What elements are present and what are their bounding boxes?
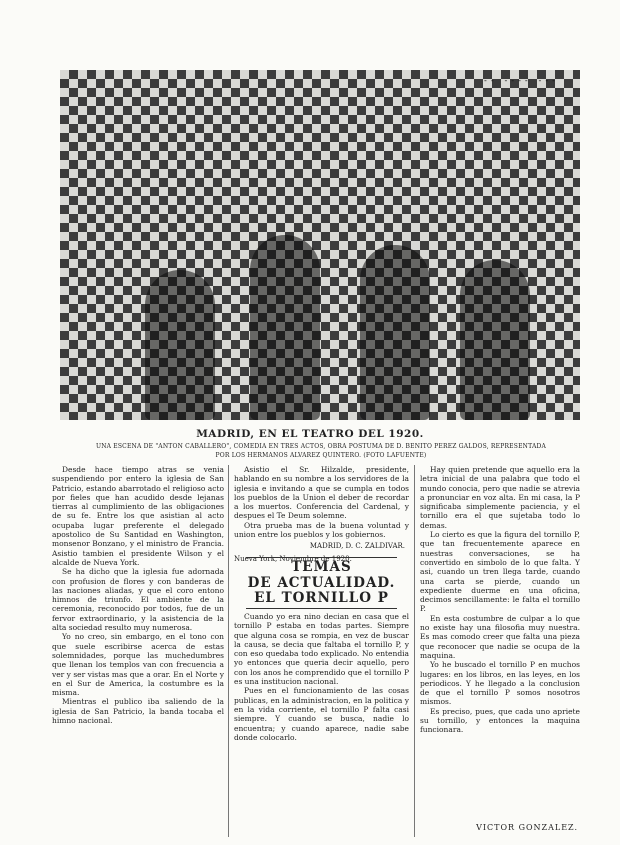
signature-place: MADRID, D. C. ZALDIVAR. [309,542,405,551]
paragraph: Se ha dicho que la iglesia fue adornada con profusion de flores y con banderas de las naciones aliadas, y que el coro entono himnos de triunfo. El ambiente de la ceremonia, reconocido por todos, fue de un fervor extraordinario, y la asistencia de la alta sociedad resulto muy numerosa. [52,567,224,633]
photo-figure [360,245,430,420]
photo-title: MADRID, EN EL TEATRO DEL 1920. [196,428,424,440]
article-column-2-bottom [234,612,409,840]
paragraph: Hay quien pretende que aquello era la letra inicial de una palabra que todo el mundo conocia, pero que nadie se atrevia a pronunciar en voz alta. En mi casa, la P significaba simplemente paciencia, y el tornillo era el que sujetaba todo lo demas. [420,465,580,530]
paragraph: Otra prueba mas de la buena voluntad y union entre los pueblos y los gobiernos. [234,520,409,540]
article-column-3 [420,465,580,823]
photo-stamp: -- ---- --- [483,76,558,85]
paragraph: Mientras el publico iba saliendo de la iglesia de San Patricio, la banda tocaba el himno nacional. [52,697,224,726]
column-divider [228,465,229,837]
signature-date: Nueva York, Noviembre de 1920. [234,554,352,563]
headline-line: EL TORNILLO P [254,590,389,606]
paragraph: Yo he buscado el tornillo P en muchos lugares: en los libros, en las leyes, en los periodicos. Y he llegado a la conclusion de que el tornillo P somos nosotros mismos. [420,660,580,707]
photo-figure [250,235,320,420]
stage-photograph [60,70,580,420]
paragraph: Desde hace tiempo atras se venia suspendiendo por entero la iglesia de San Patricio, estando abarrotado el religioso acto por fieles que han acudido desde lejanas tierras al cumplimiento de las obligaciones de su fe. Entre los que asistian al acto ocupaba lugar preferente el delegado apostolico de Su Santidad en Washington, monsenor Bonzano, y el ministro de Francia. Asistio tambien el presidente Wilson y el alcalde de Nueva York. [52,465,224,567]
article-headline [234,560,409,607]
paragraph: Es preciso, pues, que cada uno apriete su tornillo, y entonces la maquina funcionara. [420,706,580,735]
headline-line: DE ACTUALIDAD. [247,574,396,591]
headline-rule [246,608,397,609]
photo-caption-line: UNA ESCENA DE "ANTON CABALLERO", COMEDIA EN TRES ACTOS, OBRA POSTUMA DE D. BENITO PEREZ GALDOS, REPRESENTADA [95,443,547,450]
paragraph: Cuando yo era nino decian en casa que el tornillo P estaba en todas partes. Siempre que alguna cosa se rompia, en vez de buscar la causa, se decia que faltaba el tornillo P, y con eso quedaba todo explicado. No entendia yo entonces que queria decir aquello, pero con los anos he comprendido que el tornillo P es una institucion nacional. [234,612,409,687]
article-column-1 [52,465,224,840]
paragraph: Yo no creo, sin embargo, en el tono con que suele escribirse acerca de estas solemnidades, porque las muchedumbres que llenan los templos van con frecuencia a ver y ser vistas mas que a orar. En el Norte y en el Sur de America, la costumbre es la misma. [52,632,224,698]
paragraph: Pues en el funcionamiento de las cosas publicas, en la administracion, en la politica y en la vida corriente, el tornillo P falta casi siempre. Y cuando se busca, nadie lo encuentra; y cuando aparece, nadie sabe donde colocarlo. [234,686,409,742]
headline-rule [246,557,397,558]
article-column-2-top [234,465,409,563]
paragraph: En esta costumbre de culpar a lo que no existe hay una filosofia muy nuestra. Es mas comodo creer que falta una pieza que reconocer que nadie se ocupa de la maquina. [420,613,580,660]
headline-line: TEMAS [291,559,352,575]
article-author: VICTOR GONZALEZ. [476,823,578,832]
photo-caption-line: POR LOS HERMANOS ALVAREZ QUINTERO. (FOTO LAFUENTE) [215,452,427,459]
photo-figure [145,270,215,420]
photo-figure [460,260,530,420]
paragraph: Asistio el Sr. Hilzalde, presidente, hablando en su nombre a los servidores de la iglesia e invitando a que se cumpla en todos los pueblos de la Union el deber de recordar a los muertos. Conferencia del Cardenal, y despues el Te Deum solemne. [234,465,409,521]
photo-caption [56,442,586,460]
column-divider [414,465,415,837]
paragraph: Lo cierto es que la figura del tornillo P, que tan frecuentemente aparece en nuestras conversaciones, se ha convertido en simbolo de lo que falta. Y asi, cuando un tren llega tarde, cuando una carta se pierde, cuando un expediente duerme en una oficina, decimos sencillamente: le falta el tornillo P. [420,530,580,614]
